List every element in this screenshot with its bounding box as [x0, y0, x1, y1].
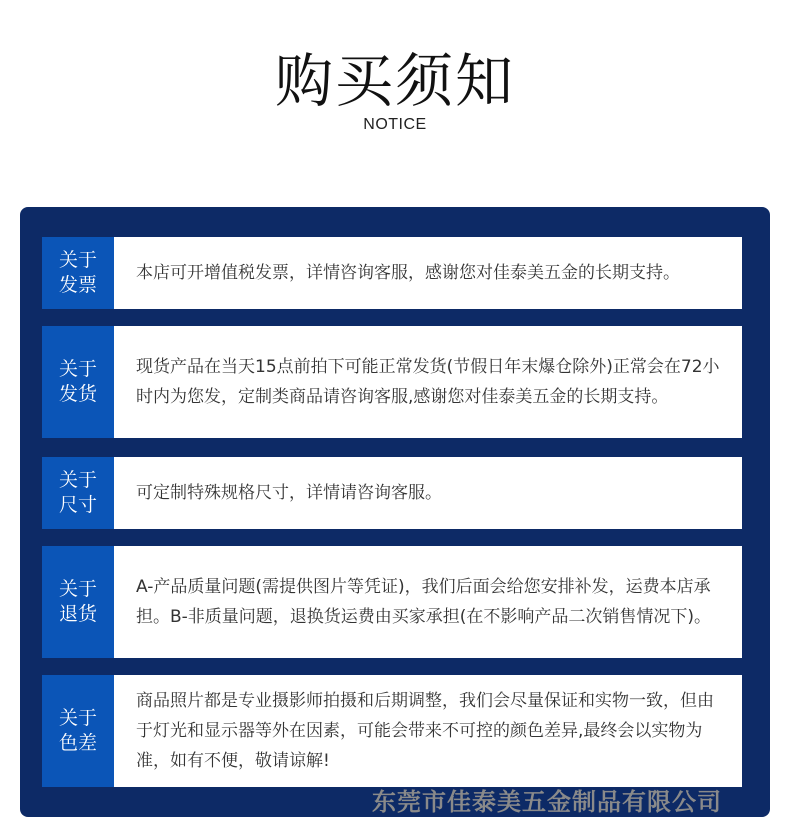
notice-tag: [42, 326, 114, 438]
notice-tag: [42, 237, 114, 309]
notice-row-shipping: [42, 326, 742, 438]
notice-tag-line2: 退货: [58, 603, 97, 625]
notice-tag-line2: 尺寸: [58, 494, 97, 516]
page-title: 购买须知: [274, 47, 515, 115]
notice-tag-line2: 色差: [58, 732, 97, 754]
notice-text: 可定制特殊规格尺寸，详情请咨询客服。: [136, 483, 442, 503]
notice-content: [114, 326, 742, 438]
notice-tag-line2: 发货: [58, 383, 97, 405]
notice-content: [114, 675, 742, 787]
page-subtitle: NOTICE: [363, 116, 427, 133]
notice-text: A-产品质量问题(需提供图片等凭证)，我们后面会给您安排补发，运费本店承担。B-非质量问题，退换货运费由买家承担(在不影响产品二次销售情况下)。: [136, 577, 712, 627]
notice-tag-line1: 关于: [58, 358, 97, 380]
notice-text: 现货产品在当天15点前拍下可能正常发货(节假日年末爆仓除外)正常会在72小时内为您发，定制类商品请咨询客服,感谢您对佳泰美五金的长期支持。: [136, 357, 720, 407]
notice-tag-line1: 关于: [58, 707, 97, 729]
notice-content: [114, 457, 742, 529]
notice-panel: [20, 207, 770, 817]
notice-tag-line1: 关于: [58, 469, 97, 491]
notice-row-color-difference: [42, 675, 742, 787]
notice-text: 商品照片都是专业摄影师拍摄和后期调整，我们会尽量保证和实物一致，但由于灯光和显示器等外在因素，可能会带来不可控的颜色差异,最终会以实物为准，如有不便，敬请谅解!: [136, 691, 714, 771]
notice-row-size: [42, 457, 742, 529]
notice-tag-line1: 关于: [58, 578, 97, 600]
notice-tag: [42, 457, 114, 529]
company-watermark: 东莞市佳泰美五金制品有限公司: [372, 788, 722, 816]
notice-text: 本店可开增值税发票，详情咨询客服，感谢您对佳泰美五金的长期支持。: [136, 263, 680, 283]
notice-content: [114, 237, 742, 309]
notice-tag-line2: 发票: [58, 274, 97, 296]
notice-tag-line1: 关于: [58, 249, 97, 271]
notice-tag: [42, 675, 114, 787]
notice-content: [114, 546, 742, 658]
notice-row-returns: [42, 546, 742, 658]
notice-tag: [42, 546, 114, 658]
notice-row-invoice: [42, 237, 742, 309]
